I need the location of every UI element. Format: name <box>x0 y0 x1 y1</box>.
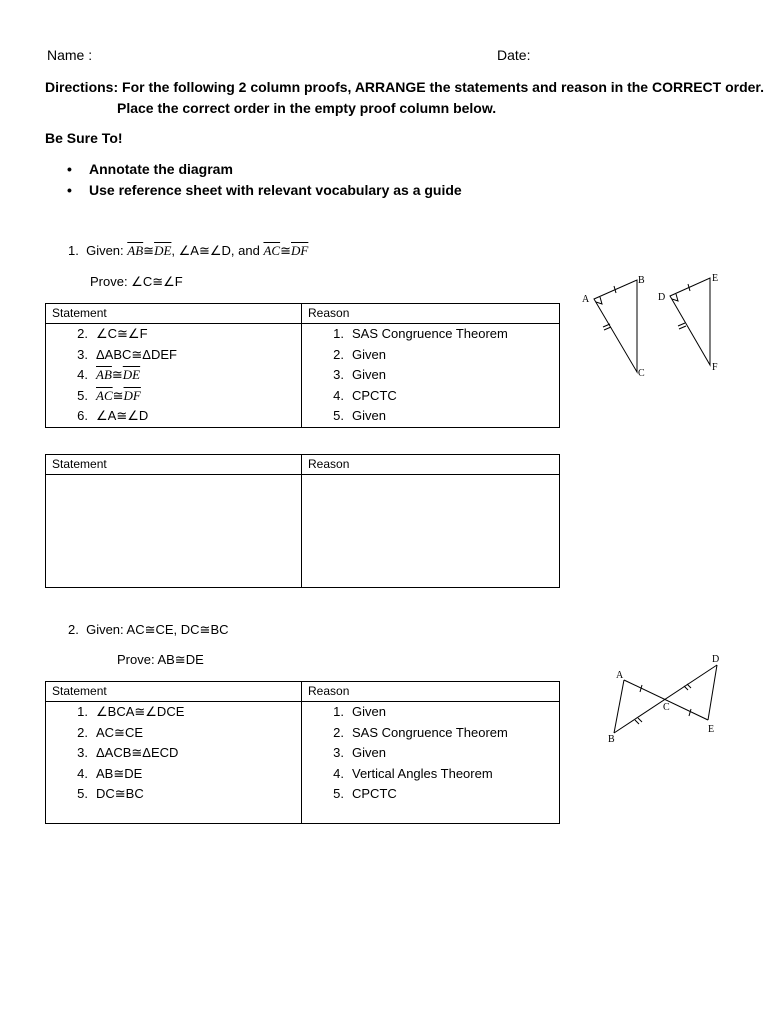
vertex-label-a: A <box>582 294 590 305</box>
statement-item: 2. ∠C≅∠F <box>77 326 148 341</box>
reason-item: 2. SAS Congruence Theorem <box>333 724 508 740</box>
reason-item: 3. Given <box>333 367 386 382</box>
reason-item: 3. Given <box>333 745 386 760</box>
vertex-label-e: E <box>712 273 719 284</box>
statement-header: Statement <box>46 682 302 702</box>
vertex-label-f: F <box>712 362 718 373</box>
answer-reason-header: Reason <box>302 455 560 475</box>
tick-dc-1 <box>684 686 688 690</box>
tick-df-1 <box>678 323 685 326</box>
reason-item: 4. CPCTC <box>333 387 397 403</box>
reason-column <box>302 324 560 428</box>
statement-item: 5. $\overline{AC}≅\overline{DF}$ <box>77 387 141 403</box>
reason-item: 4. Vertical Angles Theorem <box>333 765 493 781</box>
answer-reason-area[interactable] <box>302 475 560 588</box>
reason-item: 1. SAS Congruence Theorem <box>333 326 508 341</box>
problem1-given: 1. Given: $\overline{AB}≅\overline{DE}$, ∠A≅∠D, and $\overline{AC}≅\overline{DF}$ <box>68 243 309 258</box>
segment-de <box>708 665 717 720</box>
statement-item: 6. ∠A≅∠D <box>77 408 149 423</box>
triangle-abc <box>594 280 637 372</box>
directions <box>45 79 764 95</box>
vertex-label-d: D <box>712 654 720 665</box>
statement-item: 3. ΔACB≅ΔECD <box>77 745 179 760</box>
tick-bc-1 <box>635 720 639 724</box>
vertex-label-c: C <box>663 702 670 713</box>
triangle-def <box>670 278 710 365</box>
tick-ac-2 <box>604 327 611 330</box>
vertex-label-b: B <box>638 275 645 286</box>
statement-item: 1. ∠BCA≅∠DCE <box>77 704 185 719</box>
problem2-proof-table <box>45 681 560 824</box>
statement-column <box>46 324 302 428</box>
statement-item: 4. AB≅DE <box>77 765 143 781</box>
directions-line-2: Place the correct order in the empty proof column below. <box>117 100 497 116</box>
answer-statement-header: Statement <box>46 455 302 475</box>
tick-bc-2 <box>638 718 642 722</box>
problem1-prove: Prove: ∠C≅∠F <box>90 274 183 289</box>
tick-dc-2 <box>687 684 691 688</box>
date-label: Date: <box>497 47 531 63</box>
vertex-label-a: A <box>616 670 624 681</box>
name-label: Name : <box>47 47 93 63</box>
segment-ab <box>614 680 624 733</box>
tick-df-2 <box>679 326 686 329</box>
statement-item: 4. $\overline{AB}≅\overline{DE}$ <box>77 367 141 382</box>
tick-ac-1 <box>603 324 610 327</box>
reason-item: 1. Given <box>333 704 386 719</box>
vertex-label-b: B <box>608 734 615 745</box>
reason-header: Reason <box>302 682 560 702</box>
statement-item: 5. DC≅BC <box>77 786 144 801</box>
problem1-diagram <box>578 268 728 380</box>
tick-ce <box>689 709 691 716</box>
statement-column <box>46 702 302 824</box>
directions-line-1: For the following 2 column proofs, ARRANGE the statements and reason in the CORRECT order. <box>122 79 764 95</box>
be-sure-label: Be Sure To! <box>45 130 123 146</box>
reason-item: 5. CPCTC <box>333 786 397 801</box>
answer-statement-area[interactable] <box>46 475 302 588</box>
vertex-label-d: D <box>658 292 666 303</box>
bullet-item: • Use reference sheet with relevant vocabulary as a guide <box>67 182 462 198</box>
bullet-item: • Annotate the diagram <box>67 161 233 177</box>
problem2-diagram <box>602 650 732 746</box>
vertex-label-c: C <box>638 368 645 379</box>
segment-bd <box>614 665 717 733</box>
reason-header: Reason <box>302 304 560 324</box>
directions-label: Directions: <box>45 79 119 95</box>
problem2-given: 2. Given: AC≅CE, DC≅BC <box>68 622 229 637</box>
problem2-prove: Prove: AB≅DE <box>117 652 204 667</box>
problem1-proof-table <box>45 303 560 428</box>
problem1-answer-table <box>45 454 560 588</box>
segment-ae <box>624 680 708 720</box>
statement-item: 3. ΔABC≅ΔDEF <box>77 346 177 362</box>
reason-column <box>302 702 560 824</box>
statement-header: Statement <box>46 304 302 324</box>
vertex-label-e: E <box>708 724 715 735</box>
reason-item: 5. Given <box>333 408 386 423</box>
statement-item: 2. AC≅CE <box>77 724 144 740</box>
reason-item: 2. Given <box>333 346 386 362</box>
